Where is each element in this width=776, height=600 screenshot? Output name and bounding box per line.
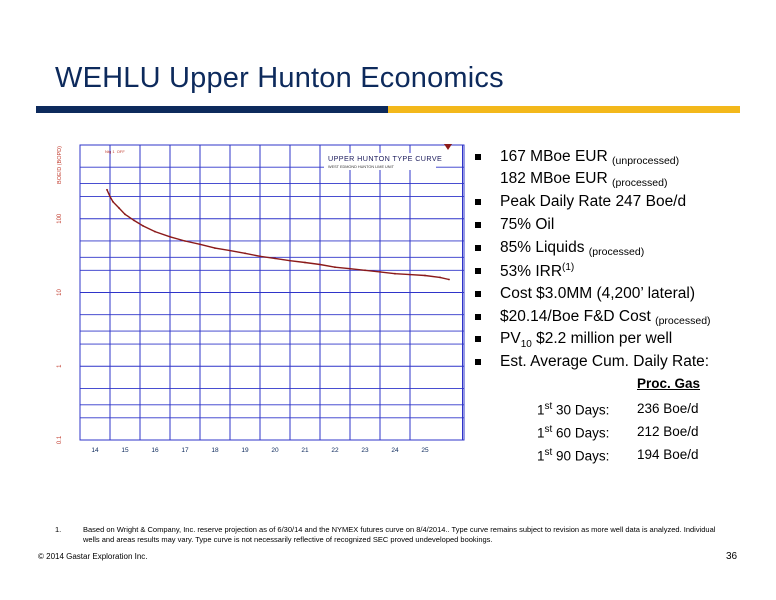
bullet-main: Est. Average Cum. Daily Rate: <box>500 353 710 370</box>
y-tick-label: 1 <box>57 364 63 368</box>
cum-row-period: 60 Days: <box>552 425 610 441</box>
cum-row-value: 194 Boe/d <box>637 447 699 462</box>
bullet-text <box>500 285 695 303</box>
copyright: © 2014 Gastar Exploration Inc. <box>38 552 148 561</box>
bullet-marker <box>475 291 481 297</box>
y-tick-label: 0.1 <box>57 435 63 445</box>
cum-row-label <box>537 401 609 418</box>
cum-row-value: 236 Boe/d <box>637 401 699 416</box>
bullet-text <box>500 353 709 371</box>
cum-row-label <box>537 424 609 441</box>
type-curve-point <box>106 189 108 191</box>
cum-row-period: 30 Days: <box>552 402 610 418</box>
bullet-note: (processed) <box>612 177 668 189</box>
chart-title: UPPER HUNTON TYPE CURVE <box>328 154 443 163</box>
bullet-note: (processed) <box>655 315 711 327</box>
x-tick-label: 19 <box>241 447 249 454</box>
type-curve-point <box>214 247 216 249</box>
type-curve-point <box>244 252 246 254</box>
cum-row-ordinal-suffix: st <box>544 424 553 435</box>
cum-row-period: 90 Days: <box>552 448 610 464</box>
bullet-marker <box>475 359 481 365</box>
footnote-text: Based on Wright & Company, Inc. reserve projection as of 6/30/14 and the NYMEX futures curve on 8/4/2014.. Type curve remains subject to revision as more well data is analyzed. Individual wells and areas results may vary. Type curve is not necessarily reflective of recognized SEC proved undeveloped bookings. <box>83 525 716 544</box>
type-curve-point <box>259 255 261 257</box>
bullet-main: $20.14/Boe F&D Cost <box>500 308 651 325</box>
bullet-main: 182 MBoe EUR <box>500 170 608 187</box>
type-curve-point <box>394 273 396 275</box>
bullet-superscript: (1) <box>562 262 575 273</box>
type-curve-point <box>169 236 171 238</box>
type-curve-point <box>124 213 126 215</box>
bullet-main: 167 MBoe EUR <box>500 148 608 165</box>
type-curve-point <box>424 275 426 277</box>
page-number: 36 <box>726 551 738 562</box>
type-curve-point <box>199 243 201 245</box>
x-tick-label: 22 <box>331 447 339 454</box>
y-tick-label: 10 <box>57 289 63 296</box>
bullet-sub: 10 <box>520 339 532 351</box>
x-tick-label: 18 <box>211 447 219 454</box>
bullet-text <box>500 330 672 350</box>
type-curve-point <box>319 264 321 266</box>
x-tick-label: 14 <box>91 447 99 454</box>
x-tick-label: 23 <box>361 447 369 454</box>
bullet-text <box>500 216 554 234</box>
bullet-marker <box>475 245 481 251</box>
bullet-text <box>500 239 644 258</box>
bullet-main: 85% Liquids <box>500 239 585 256</box>
bullet-main: Peak Daily Rate 247 Boe/d <box>500 193 687 210</box>
chart-end-marker <box>444 144 452 150</box>
cum-row-ordinal: 1 <box>537 425 545 441</box>
type-curve-point <box>229 250 231 252</box>
type-curve-point <box>448 279 450 281</box>
type-curve-point <box>409 274 411 276</box>
chart-corner-label: Ntg 1 OFF <box>105 149 125 154</box>
type-curve-point <box>112 201 114 203</box>
cum-row-value: 212 Boe/d <box>637 424 699 439</box>
cum-row-ordinal: 1 <box>537 402 545 418</box>
type-curve-point <box>439 277 441 279</box>
type-curve-chart <box>52 140 470 465</box>
title-underline-gold <box>388 106 740 113</box>
type-curve-point <box>349 268 351 270</box>
type-curve-point <box>118 207 120 209</box>
footnote-number: 1. <box>55 525 62 534</box>
bullet-text <box>500 308 711 327</box>
type-curve-point <box>364 269 366 271</box>
type-curve-point <box>154 231 156 233</box>
cum-row-ordinal-suffix: st <box>544 401 553 412</box>
bullet-main: PV <box>500 330 521 347</box>
type-curve-point <box>334 266 336 268</box>
bullet-marker <box>475 268 481 274</box>
type-curve-point <box>274 258 276 260</box>
x-tick-label: 24 <box>391 447 399 454</box>
bullet-text <box>500 193 686 211</box>
type-curve-point <box>109 196 111 198</box>
x-tick-label: 20 <box>271 447 279 454</box>
x-tick-label: 15 <box>121 447 129 454</box>
chart-subtitle: WEST EDMOND HUNTON LIME UNIT <box>328 165 394 169</box>
cum-row-ordinal-suffix: st <box>544 447 553 458</box>
bullet-main: Cost $3.0MM (4,200’ lateral) <box>500 285 695 302</box>
bullet-text <box>500 148 679 167</box>
title-underline-navy <box>36 106 388 113</box>
cum-row-ordinal: 1 <box>537 448 545 464</box>
type-curve-point <box>289 260 291 262</box>
cum-row-label <box>537 447 609 464</box>
slide-title: WEHLU Upper Hunton Economics <box>55 62 504 94</box>
type-curve-line <box>107 190 449 280</box>
bullet-text <box>500 170 667 189</box>
x-tick-label: 25 <box>421 447 429 454</box>
type-curve-point <box>184 240 186 242</box>
bullet-marker <box>475 314 481 320</box>
type-curve-point <box>304 262 306 264</box>
x-tick-label: 21 <box>301 447 309 454</box>
type-curve-point <box>133 220 135 222</box>
bullet-note: (unprocessed) <box>612 155 680 167</box>
bullet-marker <box>475 154 481 160</box>
bullet-main: 53% IRR <box>500 263 563 281</box>
x-tick-label: 17 <box>181 447 189 454</box>
bullet-main: $2.2 million per well <box>531 330 673 347</box>
bullet-text <box>500 262 574 281</box>
x-tick-label: 16 <box>151 447 159 454</box>
type-curve-point <box>142 225 144 227</box>
y-axis-label: BOE/D (BOPD) <box>57 146 63 184</box>
cum-table-header: Proc. Gas <box>637 376 701 391</box>
bullet-marker <box>475 336 481 342</box>
type-curve-point <box>379 271 381 273</box>
bullet-marker <box>475 222 481 228</box>
bullet-note: (processed) <box>588 246 645 258</box>
bullet-marker <box>475 199 481 205</box>
bullet-main: 75% Oil <box>500 216 555 233</box>
y-tick-label: 100 <box>57 213 63 224</box>
